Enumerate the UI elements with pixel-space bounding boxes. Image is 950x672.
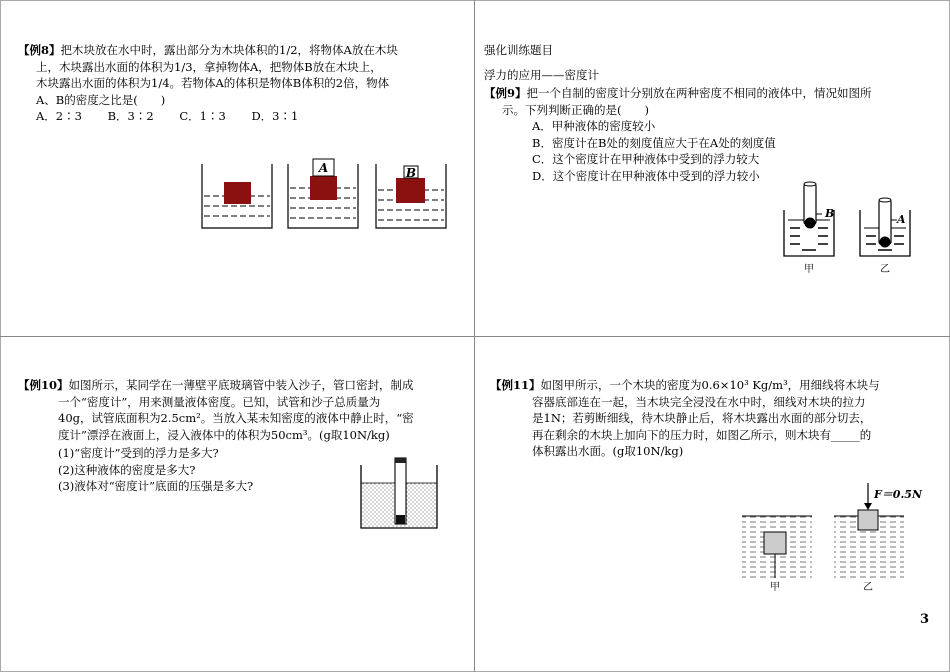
example-9-option-a: A．甲种液体的密度较小 bbox=[532, 119, 656, 133]
horizontal-divider bbox=[0, 336, 950, 337]
example-11-tag: 【例11】 bbox=[490, 378, 541, 392]
beaker-3 bbox=[376, 164, 446, 228]
example-10-figure bbox=[358, 455, 448, 535]
example-8-line1: 把木块放在水中时，露出部分为木块体积的1/2，将物体A放在木块 bbox=[60, 43, 398, 57]
example-8-text bbox=[18, 42, 398, 125]
caption-yi: 乙 bbox=[880, 264, 890, 275]
mark-b-label: B bbox=[825, 207, 835, 220]
example-11-line2: 容器底部连在一起，当木块完全浸没在水中时，细线对木块的拉力 bbox=[532, 394, 866, 409]
option-b: B．3∶2 bbox=[107, 109, 154, 123]
option-a: A．2∶3 bbox=[36, 109, 82, 123]
example-8-line2: 上，木块露出水面的体积为1/3，拿掉物体A，把物体B放在木块上， bbox=[36, 59, 382, 74]
container-jia bbox=[742, 516, 812, 593]
example-10-tag: 【例10】 bbox=[18, 378, 69, 392]
example-11-line1: 如图甲所示，一个木块的密度为0.6×10³ Kg/m³，用细线将木块与 bbox=[540, 378, 880, 392]
beaker-yi bbox=[860, 198, 910, 275]
example-9-line2: 示。下列判断正确的是( ) bbox=[502, 102, 649, 117]
caption-yi-11: 乙 bbox=[863, 582, 873, 593]
option-c: C．1∶3 bbox=[179, 109, 226, 123]
caption-jia: 甲 bbox=[804, 264, 814, 275]
container-yi bbox=[834, 483, 923, 593]
example-10-line2: 一个“密度计”，用来测量液体密度。已知，试管和沙子总质量为 bbox=[58, 394, 381, 409]
section-subheading: 浮力的应用——密度计 bbox=[484, 67, 599, 82]
example-9-line1: 把一个自制的密度计分别放在两种密度不相同的液体中，情况如图所 bbox=[526, 86, 872, 100]
example-11-text bbox=[490, 377, 880, 460]
example-8-options bbox=[18, 108, 398, 125]
example-9-text bbox=[484, 42, 872, 184]
example-8-figure bbox=[200, 150, 460, 235]
block-a-label: A bbox=[318, 161, 329, 175]
example-9-option-d: D．这个密度计在甲种液体中受到的浮力较小 bbox=[532, 168, 760, 183]
example-11-line3: 是1N；若剪断细线，待木块静止后，将木块露出水面的部分切去， bbox=[532, 411, 872, 425]
example-10-question-1: (1)“密度计”受到的浮力是多大? bbox=[58, 446, 219, 460]
page-number: 3 bbox=[920, 612, 930, 627]
caption-jia-11: 甲 bbox=[770, 582, 780, 593]
beaker-2 bbox=[288, 159, 358, 228]
example-10-question-2: (2)这种液体的密度是多大? bbox=[58, 462, 196, 477]
example-10-text bbox=[18, 377, 414, 495]
option-d: D．3∶1 bbox=[251, 109, 299, 123]
example-9-option-c: C．这个密度计在甲种液体中受到的浮力较大 bbox=[532, 152, 760, 166]
example-11-figure bbox=[740, 480, 923, 595]
example-8-tag: 【例8】 bbox=[18, 43, 61, 57]
section-heading: 强化训练题目 bbox=[484, 43, 553, 57]
example-8-line4: A、B的密度之比是( ) bbox=[36, 92, 166, 107]
example-10-question-3: (3)液体对“密度计”底面的压强是多大? bbox=[58, 479, 254, 493]
example-10-line3: 40g，试管底面积为2.5cm²。当放入某未知密度的液体中静止时，“密 bbox=[58, 411, 414, 425]
example-11-line5: 体积露出水面。(g取10N/kg) bbox=[532, 444, 684, 458]
beaker-jia bbox=[784, 182, 834, 275]
example-10-line1: 如图所示，某同学在一薄壁平底玻璃管中装入沙子，管口密封，制成 bbox=[68, 378, 414, 392]
example-10-line4: 度计”漂浮在液面上，浸入液体中的体积为50cm³。(g取10N/kg) bbox=[58, 427, 390, 442]
block-b-label: B bbox=[405, 166, 417, 180]
mark-a-label: A bbox=[897, 213, 906, 226]
example-9-option-b: B．密度计在B处的刻度值应大于在A处的刻度值 bbox=[532, 135, 776, 150]
force-label: F＝0.5N bbox=[874, 488, 923, 501]
example-11-line4: 再在剩余的木块上加向下的压力时，如图乙所示，则木块有_____的 bbox=[532, 427, 872, 442]
beaker-1 bbox=[202, 164, 272, 228]
example-9-tag: 【例9】 bbox=[484, 86, 527, 100]
example-9-figure bbox=[780, 180, 930, 280]
example-8-line3: 木块露出水面的体积为1/4。若物体A的体积是物体B体积的2倍，物体 bbox=[36, 76, 390, 90]
